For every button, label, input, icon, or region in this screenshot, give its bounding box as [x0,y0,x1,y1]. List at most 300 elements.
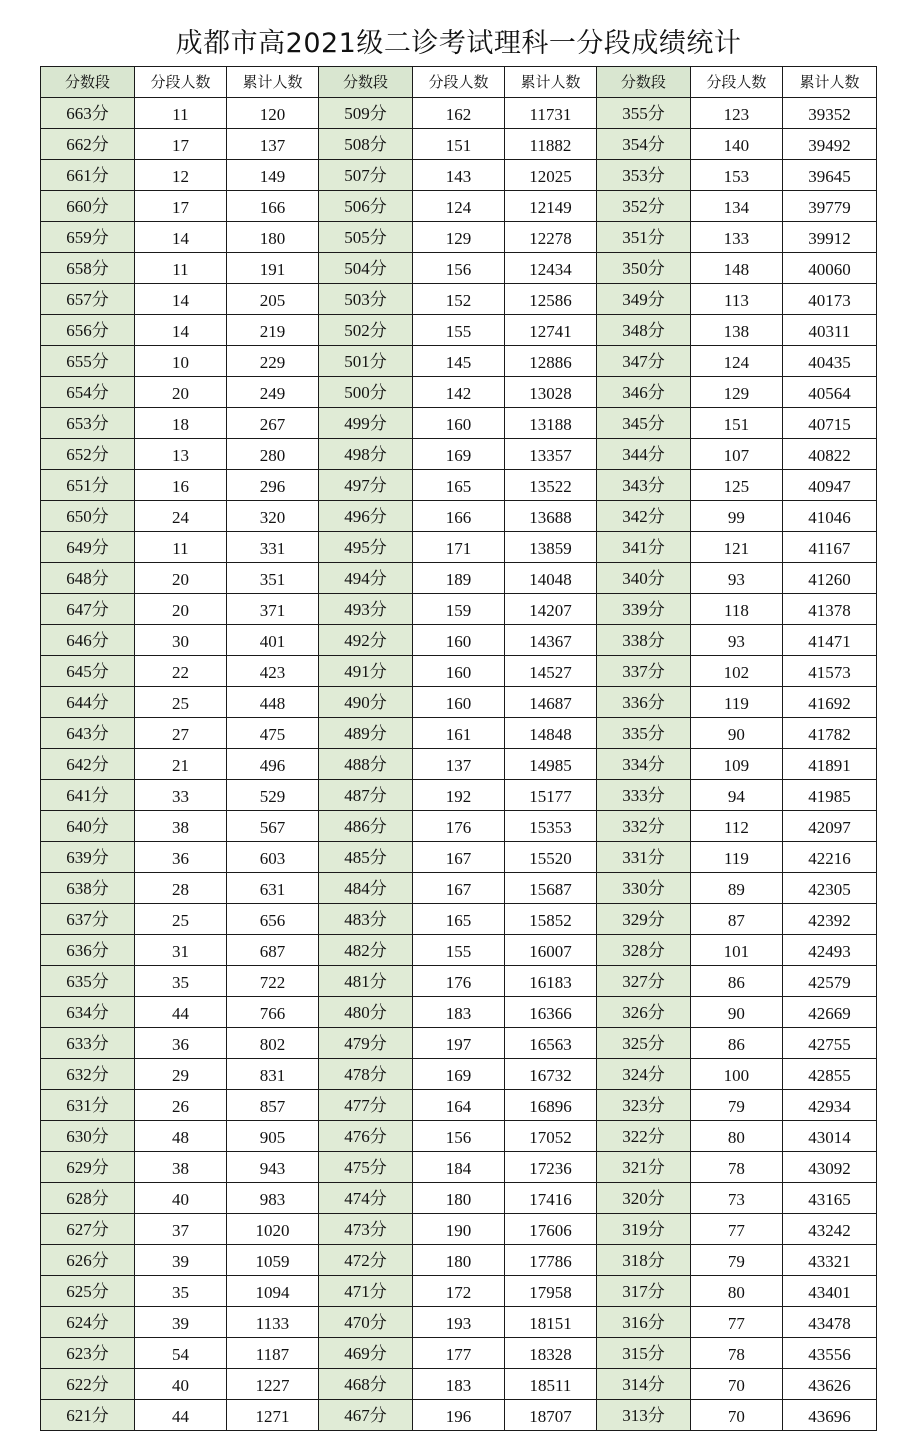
table-row [41,222,877,253]
cumulative-count-cell: 43478 [782,1307,876,1338]
cumulative-count-cell: 15353 [504,811,596,842]
table-row [41,98,877,129]
cumulative-count-cell: 603 [226,842,318,873]
segment-count-cell: 80 [690,1276,782,1307]
segment-count-cell: 33 [135,780,227,811]
score-segment-cell: 636分 [41,935,135,966]
segment-count-cell: 79 [690,1090,782,1121]
segment-count-cell: 177 [412,1338,504,1369]
cumulative-count-cell: 722 [226,966,318,997]
cumulative-count-cell: 40715 [782,408,876,439]
table-row [41,470,877,501]
cumulative-count-cell: 14985 [504,749,596,780]
cumulative-count-cell: 16896 [504,1090,596,1121]
score-segment-cell: 643分 [41,718,135,749]
score-segment-cell: 347分 [596,346,690,377]
cumulative-count-cell: 13357 [504,439,596,470]
table-row [41,377,877,408]
score-segment-cell: 651分 [41,470,135,501]
cumulative-count-cell: 18707 [504,1400,596,1431]
cumulative-count-cell: 16563 [504,1028,596,1059]
segment-count-cell: 89 [690,873,782,904]
score-segment-cell: 628分 [41,1183,135,1214]
score-segment-cell: 313分 [596,1400,690,1431]
segment-count-cell: 189 [412,563,504,594]
segment-count-cell: 10 [135,346,227,377]
table-row [41,253,877,284]
score-segment-cell: 656分 [41,315,135,346]
score-segment-cell: 630分 [41,1121,135,1152]
score-segment-cell: 482分 [318,935,412,966]
score-segment-cell: 480分 [318,997,412,1028]
segment-count-cell: 31 [135,935,227,966]
cumulative-count-cell: 14367 [504,625,596,656]
cumulative-count-cell: 39779 [782,191,876,222]
cumulative-count-cell: 16366 [504,997,596,1028]
table-row [41,315,877,346]
segment-count-cell: 38 [135,811,227,842]
cumulative-count-cell: 229 [226,346,318,377]
table-row [41,1369,877,1400]
score-segment-cell: 635分 [41,966,135,997]
score-segment-cell: 477分 [318,1090,412,1121]
score-segment-cell: 350分 [596,253,690,284]
score-segment-cell: 629分 [41,1152,135,1183]
cumulative-count-cell: 43092 [782,1152,876,1183]
segment-count-cell: 39 [135,1307,227,1338]
segment-count-cell: 14 [135,284,227,315]
segment-count-cell: 196 [412,1400,504,1431]
cumulative-count-cell: 943 [226,1152,318,1183]
cumulative-count-cell: 1271 [226,1400,318,1431]
cumulative-count-cell: 191 [226,253,318,284]
cumulative-count-cell: 13188 [504,408,596,439]
cumulative-count-cell: 41891 [782,749,876,780]
table-row [41,997,877,1028]
table-row [41,1090,877,1121]
score-segment-cell: 475分 [318,1152,412,1183]
score-segment-cell: 339分 [596,594,690,625]
cumulative-count-cell: 13028 [504,377,596,408]
table-row [41,501,877,532]
cumulative-count-cell: 43165 [782,1183,876,1214]
segment-count-cell: 24 [135,501,227,532]
segment-count-cell: 26 [135,1090,227,1121]
segment-count-cell: 133 [690,222,782,253]
score-segment-cell: 474分 [318,1183,412,1214]
segment-count-cell: 129 [412,222,504,253]
score-segment-cell: 497分 [318,470,412,501]
cumulative-count-cell: 39912 [782,222,876,253]
cumulative-count-cell: 496 [226,749,318,780]
column-header-score-segment: 分数段 [41,67,135,98]
cumulative-count-cell: 1020 [226,1214,318,1245]
table-row [41,1121,877,1152]
cumulative-count-cell: 12741 [504,315,596,346]
score-segment-cell: 648分 [41,563,135,594]
segment-count-cell: 140 [690,129,782,160]
table-row [41,408,877,439]
score-segment-cell: 490分 [318,687,412,718]
cumulative-count-cell: 280 [226,439,318,470]
cumulative-count-cell: 12586 [504,284,596,315]
score-segment-cell: 644分 [41,687,135,718]
score-segment-cell: 354分 [596,129,690,160]
score-segment-cell: 353分 [596,160,690,191]
segment-count-cell: 118 [690,594,782,625]
score-segment-cell: 658分 [41,253,135,284]
score-segment-cell: 642分 [41,749,135,780]
cumulative-count-cell: 39352 [782,98,876,129]
cumulative-count-cell: 12434 [504,253,596,284]
cumulative-count-cell: 42216 [782,842,876,873]
score-segment-cell: 471分 [318,1276,412,1307]
segment-count-cell: 123 [690,98,782,129]
cumulative-count-cell: 14527 [504,656,596,687]
segment-count-cell: 160 [412,625,504,656]
segment-count-cell: 90 [690,997,782,1028]
column-header-cumulative-count: 累计人数 [504,67,596,98]
score-segment-cell: 337分 [596,656,690,687]
segment-count-cell: 36 [135,1028,227,1059]
cumulative-count-cell: 40564 [782,377,876,408]
segment-count-cell: 160 [412,656,504,687]
cumulative-count-cell: 13859 [504,532,596,563]
column-header-segment-count: 分段人数 [135,67,227,98]
score-segment-cell: 657分 [41,284,135,315]
cumulative-count-cell: 423 [226,656,318,687]
segment-count-cell: 159 [412,594,504,625]
cumulative-count-cell: 401 [226,625,318,656]
score-segment-cell: 473分 [318,1214,412,1245]
segment-count-cell: 70 [690,1400,782,1431]
segment-count-cell: 167 [412,842,504,873]
score-segment-cell: 483分 [318,904,412,935]
cumulative-count-cell: 40822 [782,439,876,470]
score-segment-cell: 476分 [318,1121,412,1152]
cumulative-count-cell: 41985 [782,780,876,811]
table-row [41,842,877,873]
table-row [41,1059,877,1090]
table-row [41,1307,877,1338]
score-segment-cell: 481分 [318,966,412,997]
score-segment-cell: 332分 [596,811,690,842]
cumulative-count-cell: 18151 [504,1307,596,1338]
cumulative-count-cell: 40947 [782,470,876,501]
table-row [41,160,877,191]
score-segment-cell: 334分 [596,749,690,780]
table-row [41,1338,877,1369]
cumulative-count-cell: 1094 [226,1276,318,1307]
cumulative-count-cell: 40060 [782,253,876,284]
score-segment-cell: 321分 [596,1152,690,1183]
score-segment-cell: 492分 [318,625,412,656]
table-row [41,1400,877,1431]
score-distribution-table [40,66,877,1431]
cumulative-count-cell: 12278 [504,222,596,253]
score-segment-cell: 501分 [318,346,412,377]
cumulative-count-cell: 180 [226,222,318,253]
segment-count-cell: 20 [135,563,227,594]
segment-count-cell: 101 [690,935,782,966]
score-segment-cell: 328分 [596,935,690,966]
score-segment-cell: 335分 [596,718,690,749]
table-row [41,656,877,687]
cumulative-count-cell: 149 [226,160,318,191]
segment-count-cell: 161 [412,718,504,749]
segment-count-cell: 99 [690,501,782,532]
segment-count-cell: 138 [690,315,782,346]
cumulative-count-cell: 40435 [782,346,876,377]
cumulative-count-cell: 249 [226,377,318,408]
score-segment-cell: 661分 [41,160,135,191]
segment-count-cell: 90 [690,718,782,749]
score-segment-cell: 496分 [318,501,412,532]
segment-count-cell: 197 [412,1028,504,1059]
table-row [41,873,877,904]
segment-count-cell: 44 [135,1400,227,1431]
cumulative-count-cell: 42855 [782,1059,876,1090]
cumulative-count-cell: 267 [226,408,318,439]
segment-count-cell: 125 [690,470,782,501]
cumulative-count-cell: 13522 [504,470,596,501]
table-row [41,191,877,222]
cumulative-count-cell: 17606 [504,1214,596,1245]
cumulative-count-cell: 16007 [504,935,596,966]
cumulative-count-cell: 1059 [226,1245,318,1276]
cumulative-count-cell: 351 [226,563,318,594]
cumulative-count-cell: 39645 [782,160,876,191]
segment-count-cell: 38 [135,1152,227,1183]
segment-count-cell: 35 [135,1276,227,1307]
score-segment-cell: 622分 [41,1369,135,1400]
segment-count-cell: 165 [412,904,504,935]
score-segment-cell: 655分 [41,346,135,377]
score-segment-cell: 478分 [318,1059,412,1090]
table-row [41,594,877,625]
cumulative-count-cell: 18511 [504,1369,596,1400]
cumulative-count-cell: 42097 [782,811,876,842]
segment-count-cell: 162 [412,98,504,129]
segment-count-cell: 113 [690,284,782,315]
cumulative-count-cell: 766 [226,997,318,1028]
segment-count-cell: 70 [690,1369,782,1400]
cumulative-count-cell: 42392 [782,904,876,935]
segment-count-cell: 73 [690,1183,782,1214]
cumulative-count-cell: 17958 [504,1276,596,1307]
cumulative-count-cell: 12025 [504,160,596,191]
segment-count-cell: 87 [690,904,782,935]
segment-count-cell: 14 [135,315,227,346]
score-segment-cell: 631分 [41,1090,135,1121]
segment-count-cell: 16 [135,470,227,501]
score-segment-cell: 623分 [41,1338,135,1369]
score-segment-cell: 634分 [41,997,135,1028]
cumulative-count-cell: 39492 [782,129,876,160]
segment-count-cell: 160 [412,687,504,718]
score-segment-cell: 508分 [318,129,412,160]
score-segment-cell: 494分 [318,563,412,594]
cumulative-count-cell: 137 [226,129,318,160]
segment-count-cell: 148 [690,253,782,284]
segment-count-cell: 124 [690,346,782,377]
score-segment-cell: 653分 [41,408,135,439]
score-segment-cell: 314分 [596,1369,690,1400]
segment-count-cell: 176 [412,811,504,842]
score-segment-cell: 625分 [41,1276,135,1307]
segment-count-cell: 137 [412,749,504,780]
segment-count-cell: 156 [412,253,504,284]
score-segment-cell: 355分 [596,98,690,129]
cumulative-count-cell: 905 [226,1121,318,1152]
segment-count-cell: 93 [690,563,782,594]
cumulative-count-cell: 857 [226,1090,318,1121]
table-row [41,935,877,966]
cumulative-count-cell: 331 [226,532,318,563]
cumulative-count-cell: 983 [226,1183,318,1214]
cumulative-count-cell: 1187 [226,1338,318,1369]
segment-count-cell: 155 [412,315,504,346]
score-segment-cell: 479分 [318,1028,412,1059]
score-segment-cell: 488分 [318,749,412,780]
segment-count-cell: 134 [690,191,782,222]
score-segment-cell: 509分 [318,98,412,129]
cumulative-count-cell: 12149 [504,191,596,222]
segment-count-cell: 169 [412,1059,504,1090]
score-segment-cell: 345分 [596,408,690,439]
cumulative-count-cell: 567 [226,811,318,842]
segment-count-cell: 22 [135,656,227,687]
score-segment-cell: 343分 [596,470,690,501]
score-segment-cell: 322分 [596,1121,690,1152]
segment-count-cell: 184 [412,1152,504,1183]
segment-count-cell: 18 [135,408,227,439]
score-segment-cell: 325分 [596,1028,690,1059]
segment-count-cell: 13 [135,439,227,470]
segment-count-cell: 29 [135,1059,227,1090]
segment-count-cell: 40 [135,1369,227,1400]
score-segment-cell: 344分 [596,439,690,470]
column-header-score-segment: 分数段 [596,67,690,98]
score-segment-cell: 489分 [318,718,412,749]
score-segment-cell: 324分 [596,1059,690,1090]
segment-count-cell: 25 [135,687,227,718]
segment-count-cell: 180 [412,1245,504,1276]
segment-count-cell: 44 [135,997,227,1028]
table-row [41,966,877,997]
cumulative-count-cell: 43242 [782,1214,876,1245]
segment-count-cell: 86 [690,1028,782,1059]
table-row [41,1028,877,1059]
score-segment-cell: 317分 [596,1276,690,1307]
score-segment-cell: 487分 [318,780,412,811]
score-segment-cell: 632分 [41,1059,135,1090]
segment-count-cell: 109 [690,749,782,780]
segment-count-cell: 37 [135,1214,227,1245]
score-segment-cell: 340分 [596,563,690,594]
score-segment-cell: 327分 [596,966,690,997]
score-segment-cell: 331分 [596,842,690,873]
segment-count-cell: 183 [412,997,504,1028]
cumulative-count-cell: 40173 [782,284,876,315]
score-segment-cell: 624分 [41,1307,135,1338]
cumulative-count-cell: 14848 [504,718,596,749]
score-segment-cell: 491分 [318,656,412,687]
segment-count-cell: 151 [690,408,782,439]
table-row [41,129,877,160]
score-segment-cell: 329分 [596,904,690,935]
score-segment-cell: 646分 [41,625,135,656]
segment-count-cell: 39 [135,1245,227,1276]
cumulative-count-cell: 41573 [782,656,876,687]
cumulative-count-cell: 42579 [782,966,876,997]
cumulative-count-cell: 42305 [782,873,876,904]
segment-count-cell: 93 [690,625,782,656]
cumulative-count-cell: 43321 [782,1245,876,1276]
segment-count-cell: 193 [412,1307,504,1338]
score-segment-cell: 652分 [41,439,135,470]
segment-count-cell: 119 [690,842,782,873]
table-row [41,532,877,563]
cumulative-count-cell: 219 [226,315,318,346]
segment-count-cell: 143 [412,160,504,191]
segment-count-cell: 79 [690,1245,782,1276]
cumulative-count-cell: 14048 [504,563,596,594]
score-segment-cell: 650分 [41,501,135,532]
segment-count-cell: 11 [135,98,227,129]
table-row [41,346,877,377]
score-segment-cell: 484分 [318,873,412,904]
score-segment-cell: 505分 [318,222,412,253]
cumulative-count-cell: 43696 [782,1400,876,1431]
segment-count-cell: 151 [412,129,504,160]
segment-count-cell: 20 [135,377,227,408]
score-segment-cell: 351分 [596,222,690,253]
cumulative-count-cell: 12886 [504,346,596,377]
segment-count-cell: 86 [690,966,782,997]
score-segment-cell: 338分 [596,625,690,656]
score-segment-cell: 638分 [41,873,135,904]
score-segment-cell: 627分 [41,1214,135,1245]
page-title: 成都市高2021级二诊考试理科一分段成绩统计 [175,28,742,59]
score-segment-cell: 660分 [41,191,135,222]
score-segment-cell: 640分 [41,811,135,842]
header-row [41,67,877,98]
score-segment-cell: 639分 [41,842,135,873]
segment-count-cell: 25 [135,904,227,935]
table-row [41,625,877,656]
column-header-segment-count: 分段人数 [690,67,782,98]
cumulative-count-cell: 41692 [782,687,876,718]
cumulative-count-cell: 656 [226,904,318,935]
segment-count-cell: 152 [412,284,504,315]
column-header-segment-count: 分段人数 [412,67,504,98]
score-segment-cell: 315分 [596,1338,690,1369]
cumulative-count-cell: 1133 [226,1307,318,1338]
segment-count-cell: 107 [690,439,782,470]
score-segment-cell: 352分 [596,191,690,222]
score-segment-cell: 470分 [318,1307,412,1338]
score-segment-cell: 333分 [596,780,690,811]
score-segment-cell: 349分 [596,284,690,315]
segment-count-cell: 14 [135,222,227,253]
table-row [41,1276,877,1307]
table-row [41,1183,877,1214]
cumulative-count-cell: 205 [226,284,318,315]
score-segment-cell: 504分 [318,253,412,284]
table-row [41,718,877,749]
score-segment-cell: 485分 [318,842,412,873]
